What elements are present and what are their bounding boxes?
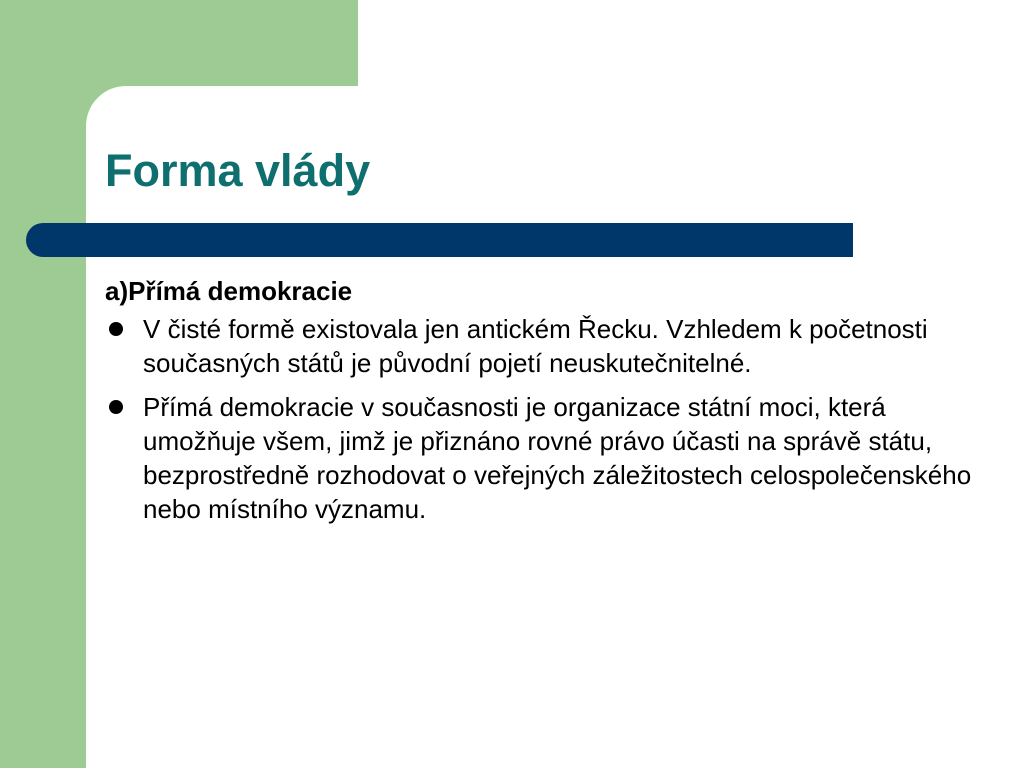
- slide-body: [105, 274, 995, 536]
- bullet-item: [105, 312, 995, 380]
- bullet-item: [105, 390, 995, 526]
- slide-title: Forma vlády: [105, 145, 371, 196]
- bullet-list: [105, 312, 995, 526]
- bullet-dot-icon: [109, 322, 123, 336]
- bullet-text: Přímá demokracie v současnosti je organizace státní moci, která umožňuje všem, jimž je přiznáno rovné právo účasti na správě státu, bezprostředně rozhodovat o veřejných záležitostech celospolečenského nebo místního významu.: [143, 392, 972, 524]
- title-underline-bar: [26, 223, 853, 257]
- bullet-text: V čisté formě existovala jen antickém Řecku. Vzhledem k početnosti současných států je původní pojetí neuskutečnitelné.: [143, 314, 928, 378]
- bullet-dot-icon: [109, 400, 123, 414]
- subheading: a)Přímá demokracie: [105, 276, 353, 306]
